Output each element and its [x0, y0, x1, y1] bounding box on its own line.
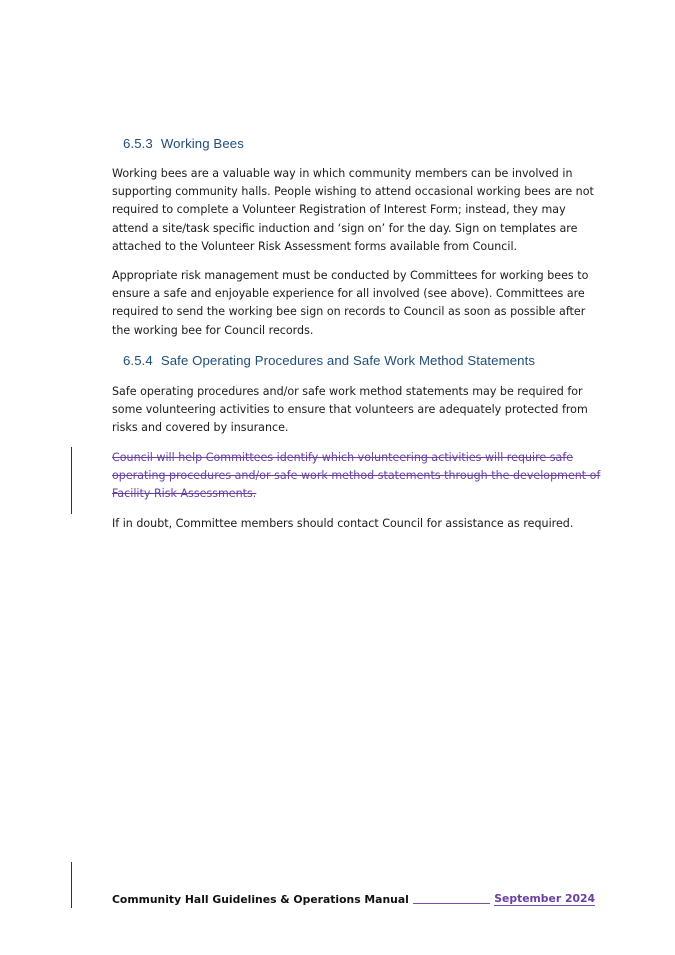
footer-title: Community Hall Guidelines & Operations Manual	[112, 893, 409, 906]
working-bees-paragraph-1: Working bees are a valuable way in which community members can be involved in supporting community halls. People wishing to attend occasional working bees are not required to complete a Volunteer Registration of Interest Form; instead, they may attend a site/task specific induction and ‘sign on’ for the day. Sign on templates are attached to the Volunteer Risk Assessment forms available from Council.	[112, 167, 594, 253]
section-title: Working Bees	[160, 136, 244, 151]
change-bar	[71, 447, 72, 514]
section-number: 6.5.3	[123, 136, 153, 151]
footer-change-bar	[71, 862, 72, 908]
section-6-5-4-heading	[123, 353, 535, 368]
closing-paragraph: If in doubt, Committee members should contact Council for assistance as required.	[112, 517, 574, 530]
section-title: Safe Operating Procedures and Safe Work Method Statements	[160, 353, 536, 368]
footer-rule	[413, 902, 490, 904]
section-number: 6.5.4	[123, 353, 153, 368]
footer-date: September 2024	[494, 892, 595, 905]
page-footer	[112, 892, 595, 906]
safe-procedures-paragraph: Safe operating procedures and/or safe work method statements may be required for some volunteering activities to ensure that volunteers are adequately protected from risks and covered by insurance.	[112, 385, 588, 435]
section-6-5-3-heading	[123, 136, 244, 151]
working-bees-paragraph-2: Appropriate risk management must be conducted by Committees for working bees to ensure a safe and enjoyable experience for all involved (see above). Committees are required to send the working bee sign on records to Council as soon as possible after the working bee for Council records.	[112, 269, 589, 337]
deleted-paragraph: Council will help Committees identify which volunteering activities will require safe operating procedures and/or safe work method statements through the development of Facility Risk Assessments.	[112, 451, 601, 501]
